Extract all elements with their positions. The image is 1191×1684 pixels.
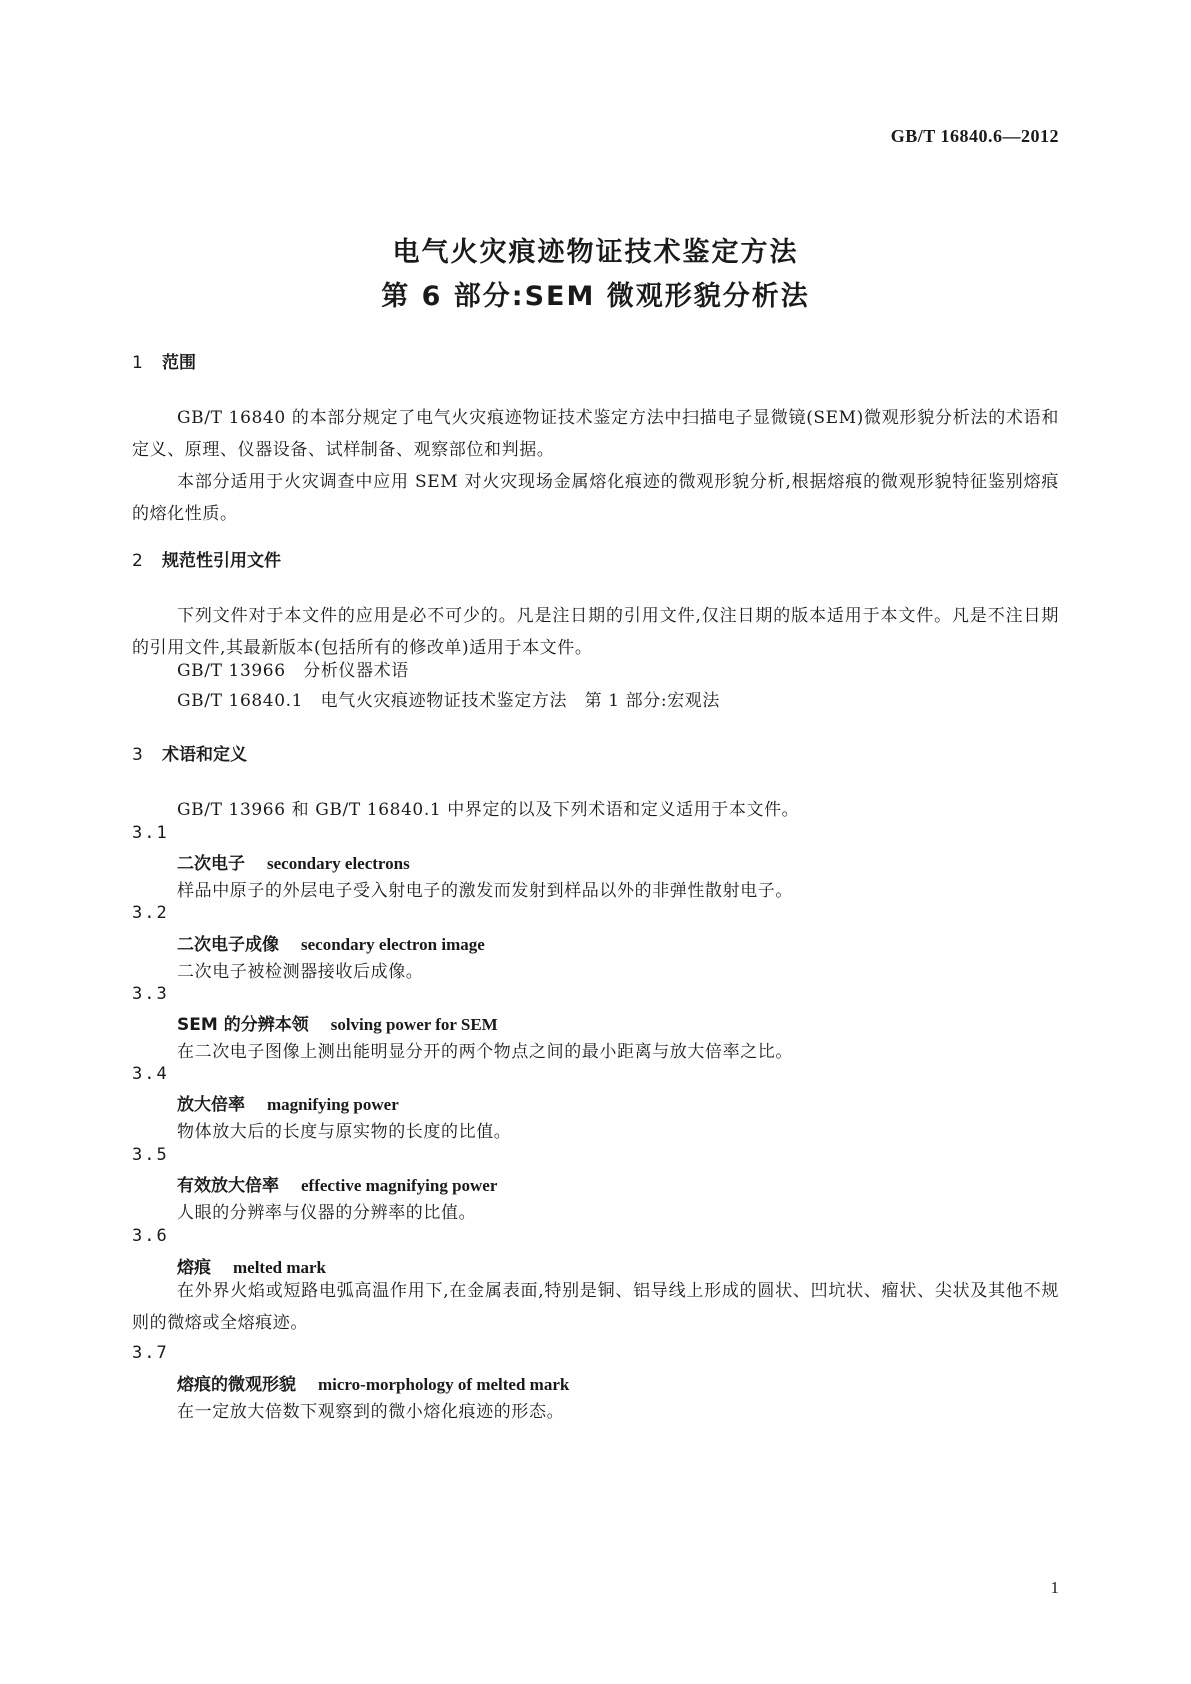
references-paragraph: 下列文件对于本文件的应用是必不可少的。凡是注日期的引用文件,仅注日期的版本适用于本文件。凡是不注日期的引用文件,其最新版本(包括所有的修改单)适用于本文件。: [132, 606, 1059, 658]
page-number: 1: [1050, 1578, 1059, 1597]
term-zh: 放大倍率: [177, 1095, 245, 1115]
term-number: 3.1: [132, 823, 169, 843]
scope-paragraph-1: GB/T 16840 的本部分规定了电气火灾痕迹物证技术鉴定方法中扫描电子显微镜(SEM)微观形貌分析法的术语和定义、原理、仪器设备、试样制备、观察部位和判据。: [132, 408, 1059, 460]
term-heading: [177, 1090, 399, 1115]
term-zh: 二次电子: [177, 854, 245, 874]
term-zh: SEM 的分辨本领: [177, 1015, 309, 1035]
document-title-line2: 第 6 部分:SEM 微观形貌分析法: [381, 281, 810, 312]
term-definition: 二次电子被检测器接收后成像。: [177, 962, 424, 982]
term-heading: [177, 849, 410, 874]
section-number: 3: [132, 745, 143, 765]
section-heading-scope: [132, 348, 196, 373]
reference-item-2: GB/T 16840.1 电气火灾痕迹物证技术鉴定方法 第 1 部分:宏观法: [177, 691, 720, 711]
section-heading-normative-references: [132, 546, 281, 571]
term-number: 3.7: [132, 1343, 169, 1363]
term-heading: [177, 1171, 497, 1196]
term-en: effective magnifying power: [301, 1176, 498, 1195]
term-number: 3.2: [132, 903, 169, 923]
section-number: 1: [132, 353, 143, 373]
term-number: 3.3: [132, 984, 169, 1004]
term-definition: 样品中原子的外层电子受入射电子的激发而发射到样品以外的非弹性散射电子。: [177, 881, 793, 901]
term-heading: [177, 930, 485, 955]
term-heading: [177, 1370, 569, 1395]
term-en: melted mark: [233, 1258, 327, 1277]
term-zh: 熔痕的微观形貌: [177, 1375, 296, 1395]
term-number: 3.4: [132, 1064, 169, 1084]
term-en: magnifying power: [267, 1095, 399, 1114]
term-en: solving power for SEM: [330, 1015, 498, 1034]
term-heading: [177, 1010, 498, 1035]
term-number: 3.6: [132, 1226, 169, 1246]
term-en: secondary electron image: [301, 935, 485, 954]
term-definition: 物体放大后的长度与原实物的长度的比值。: [177, 1122, 512, 1142]
term-definition: 在一定放大倍数下观察到的微小熔化痕迹的形态。: [177, 1402, 565, 1422]
term-number: 3.5: [132, 1145, 169, 1165]
term-zh: 有效放大倍率: [177, 1176, 279, 1196]
term-en: secondary electrons: [267, 854, 410, 873]
section-title: 术语和定义: [162, 745, 247, 765]
term-en: micro-morphology of melted mark: [318, 1375, 570, 1394]
term-definition: 人眼的分辨率与仪器的分辨率的比值。: [177, 1203, 477, 1223]
term-zh: 熔痕: [177, 1258, 211, 1278]
section-number: 2: [132, 551, 143, 571]
section-title: 规范性引用文件: [162, 551, 281, 571]
term-zh: 二次电子成像: [177, 935, 279, 955]
term-definition: 在外界火焰或短路电弧高温作用下,在金属表面,特别是铜、铝导线上形成的圆状、凹坑状、瘤状、尖状及其他不规则的微熔或全熔痕迹。: [132, 1281, 1059, 1333]
reference-item-1: GB/T 13966 分析仪器术语: [177, 661, 409, 681]
scope-paragraph-2: 本部分适用于火灾调查中应用 SEM 对火灾现场金属熔化痕迹的微观形貌分析,根据熔痕的微观形貌特征鉴别熔痕的熔化性质。: [132, 472, 1059, 524]
term-definition: 在二次电子图像上测出能明显分开的两个物点之间的最小距离与放大倍率之比。: [177, 1042, 793, 1062]
terms-intro: GB/T 13966 和 GB/T 16840.1 中界定的以及下列术语和定义适用于本文件。: [177, 800, 800, 820]
section-title: 范围: [162, 353, 196, 373]
document-title-line1: 电气火灾痕迹物证技术鉴定方法: [392, 237, 799, 268]
standard-code: GB/T 16840.6—2012: [890, 126, 1059, 146]
section-heading-terms: [132, 740, 247, 765]
